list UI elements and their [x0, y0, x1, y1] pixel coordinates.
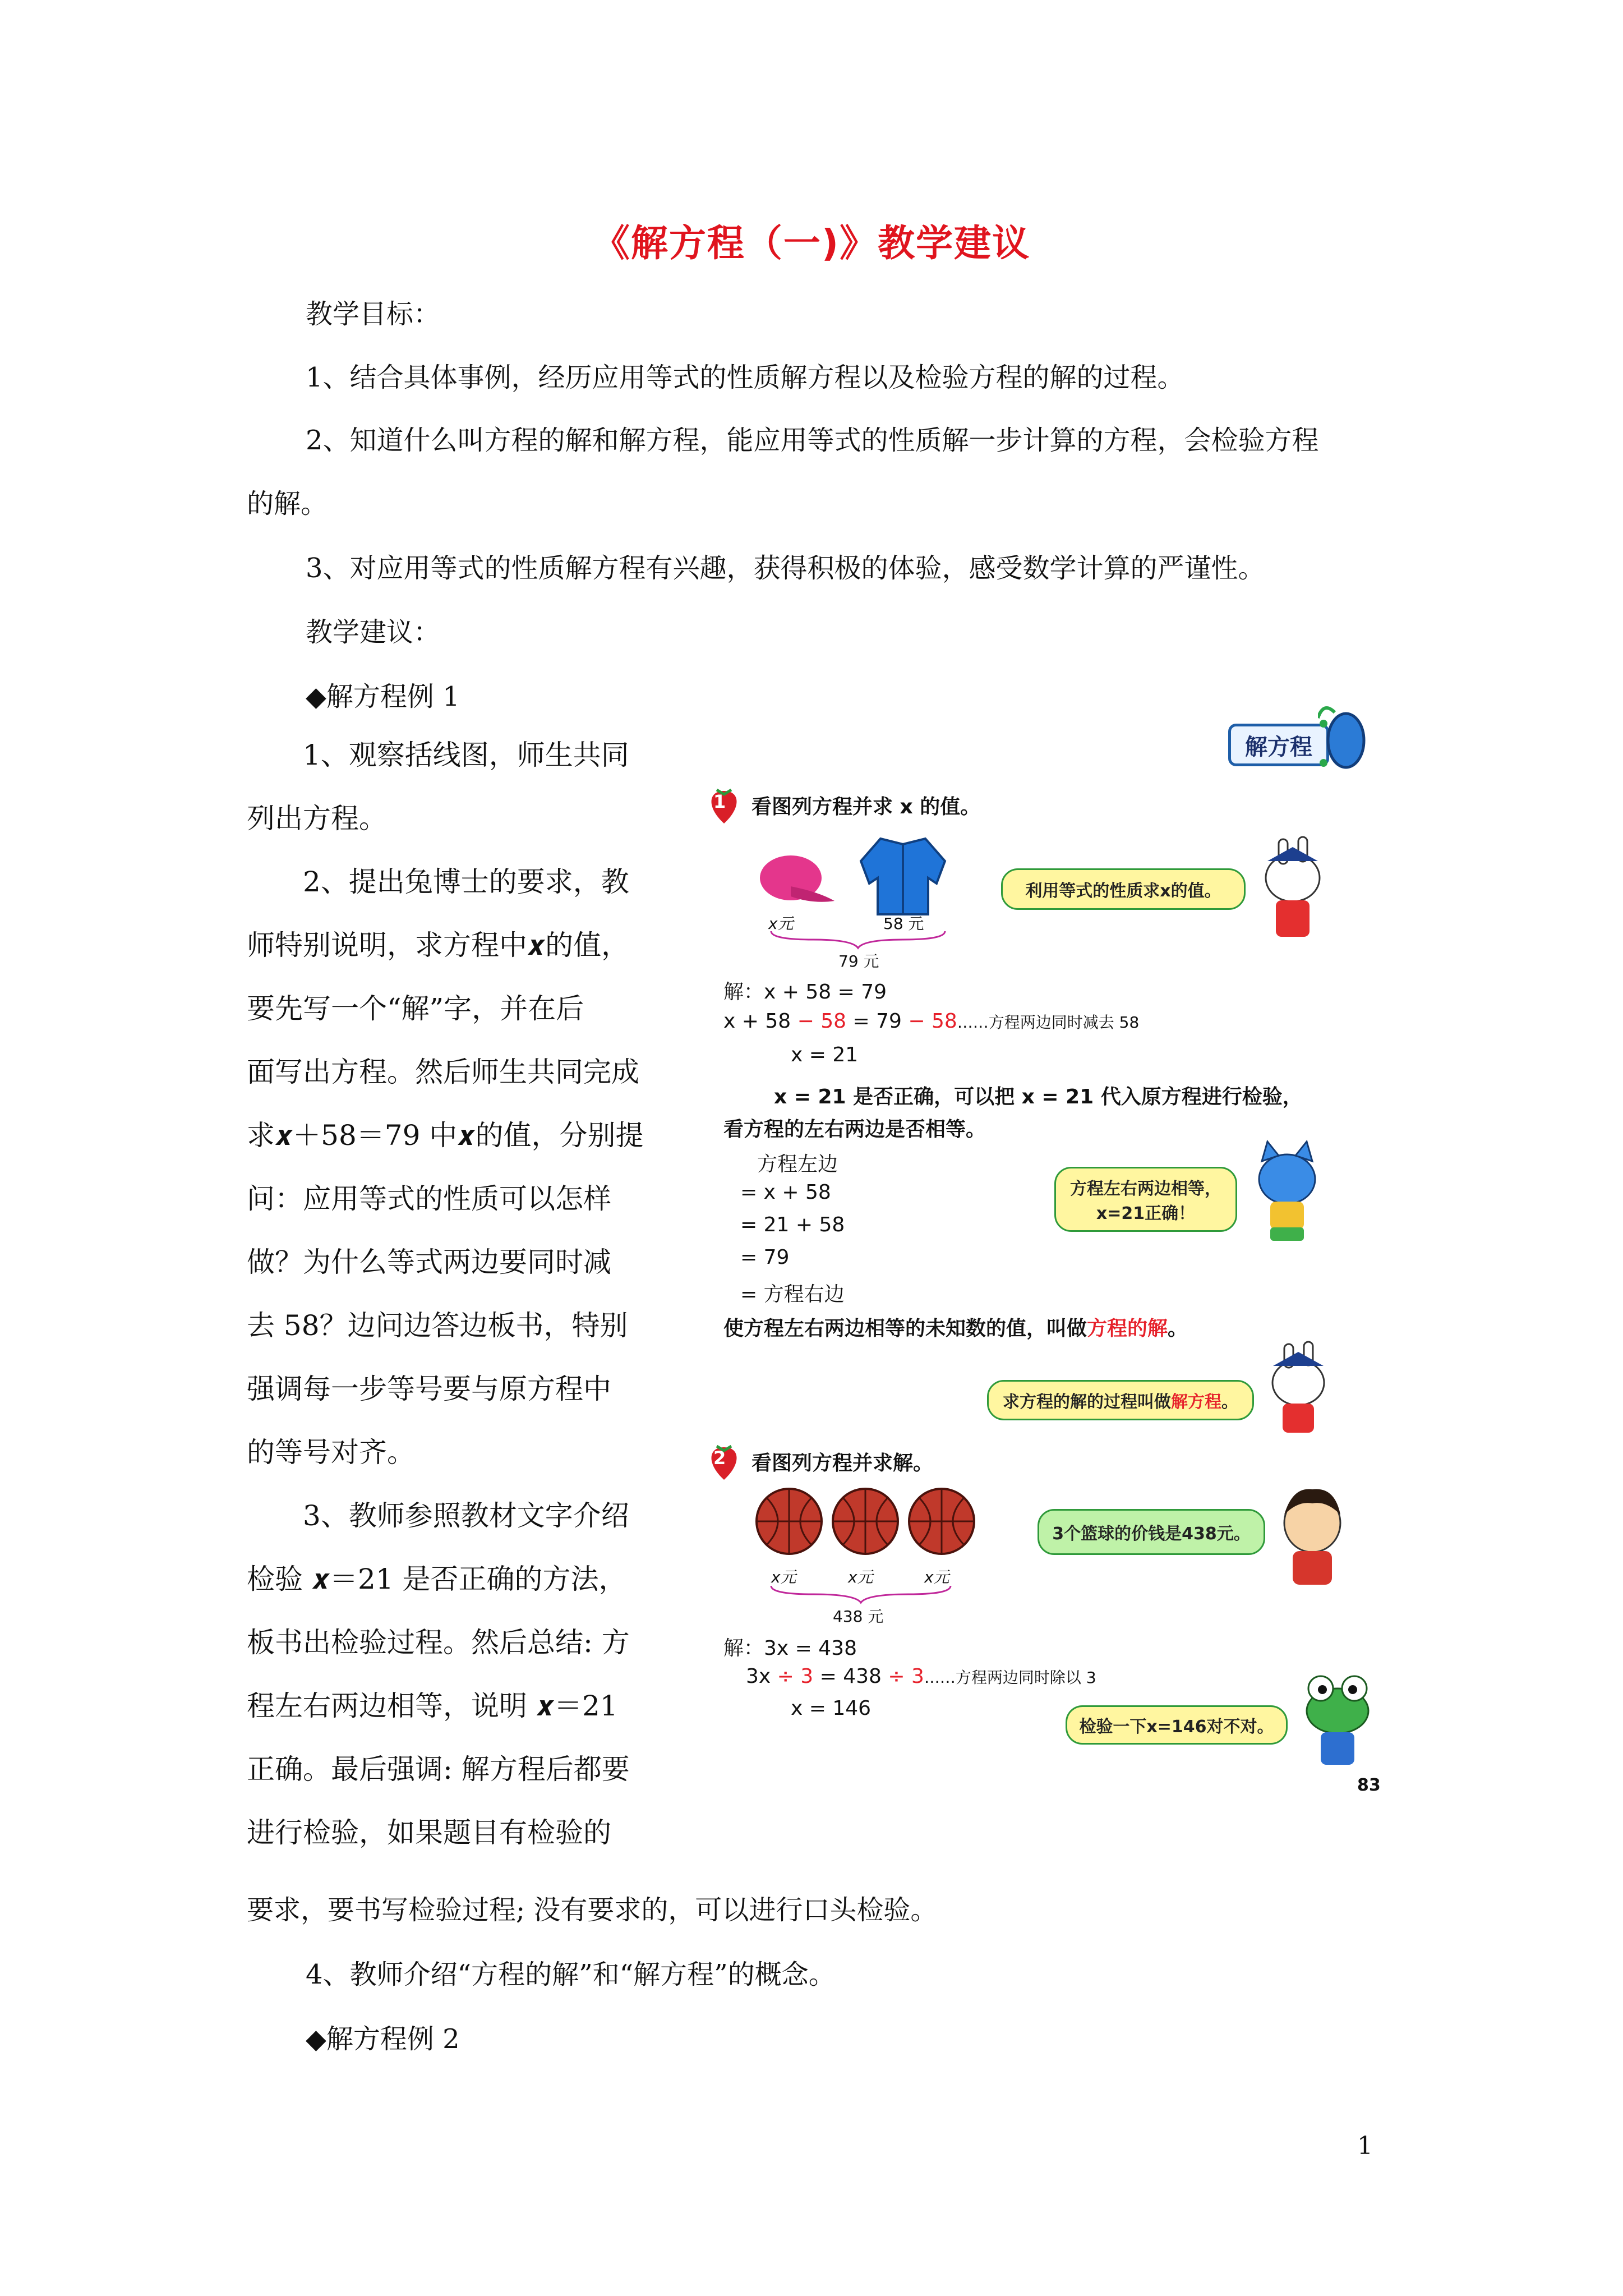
- left-line: 要先写一个“解”字，并在后: [247, 992, 584, 1025]
- check-text-1: x = 21 是否正确，可以把 x = 21 代入原方程进行检验，: [774, 1085, 1303, 1108]
- section-tag: 解方程: [1228, 724, 1329, 766]
- bubble-text: 求方程的解的过程叫做: [1003, 1392, 1171, 1412]
- lhs-step-1: = x + 58: [740, 1181, 831, 1204]
- paragraph-after-figure: 要求，要书写检验过程; 没有要求的，可以进行口头检验。: [247, 1894, 938, 1926]
- brace-icon: [768, 1583, 953, 1605]
- eq-part: x + 58: [723, 1010, 791, 1033]
- ball-price-label: x元: [924, 1568, 949, 1586]
- mouse-icon: [1318, 701, 1380, 774]
- cap-icon: [757, 847, 836, 909]
- eq-part-red: − 58: [901, 1010, 957, 1033]
- speech-bubble-4: 3个篮球的价钱是438元。: [1038, 1509, 1265, 1555]
- objective-3: 3、对应用等式的性质解方程有兴趣，获得积极的体验，感受数学计算的严谨性。: [306, 553, 1265, 584]
- jacket-price-label: 58 元: [883, 914, 924, 933]
- left-line: 检验 𝒙＝21 是否正确的方法，: [247, 1563, 627, 1595]
- boy-icon: [1270, 1481, 1354, 1588]
- eq-note: ……方程两边同时减去 58: [957, 1013, 1140, 1032]
- def-term: 方程的解: [1087, 1317, 1168, 1340]
- check-text-2: 看方程的左右两边是否相等。: [723, 1118, 986, 1141]
- left-line: 的等号对齐。: [247, 1436, 415, 1469]
- left-line: 问：应用等式的性质可以怎样: [247, 1182, 611, 1215]
- cat-icon: [1245, 1139, 1329, 1245]
- left-line: 师特别说明，求方程中𝒙的值，: [247, 929, 630, 961]
- lhs-step-4: = 方程右边: [740, 1283, 845, 1306]
- q2-badge-number: 2: [713, 1447, 726, 1469]
- example-1-heading: ◆解方程例 1: [306, 681, 460, 712]
- ball-price-label: x元: [848, 1568, 873, 1586]
- left-line: 正确。最后强调: 解方程后都要: [247, 1753, 630, 1786]
- brace-total: 79 元: [838, 952, 879, 970]
- objectives-heading: 教学目标：: [306, 298, 441, 330]
- left-column-text: [247, 724, 644, 1865]
- solution-2-line-3: x = 146: [791, 1697, 872, 1720]
- ball-price-label: x元: [771, 1568, 796, 1586]
- solution-2-line-2: [746, 1665, 1096, 1688]
- solution-1-line-2: [723, 1010, 1139, 1033]
- eq-part-red: − 58: [791, 1010, 847, 1033]
- frog-icon: [1295, 1666, 1380, 1778]
- lhs-step-3: = 79: [740, 1246, 790, 1269]
- eq-part: = 438: [813, 1665, 882, 1688]
- eq-part-red: ÷ 3: [771, 1665, 814, 1688]
- speech-bubble-2: [1054, 1167, 1237, 1232]
- solution-2-line-1: 解：3x = 438: [723, 1637, 857, 1660]
- lhs-step-2: = 21 + 58: [740, 1213, 845, 1236]
- page-number: 1: [1357, 2132, 1373, 2160]
- speech-bubble-3: [987, 1380, 1254, 1420]
- brace-total-2: 438 元: [833, 1607, 884, 1626]
- paragraph-4: 4、教师介绍“方程的解”和“解方程”的概念。: [306, 1959, 836, 1990]
- left-line: 面写出方程。然后师生共同完成: [247, 1056, 639, 1088]
- suggestions-heading: 教学建议：: [306, 616, 441, 648]
- brace-icon: [768, 928, 948, 951]
- left-line: 2、提出兔博士的要求，教: [247, 866, 629, 898]
- def-text: 使方程左右两边相等的未知数的值，叫做: [723, 1317, 1087, 1340]
- book-page-number: 83: [1357, 1775, 1381, 1795]
- bubble-term: 解方程: [1171, 1392, 1221, 1412]
- q1-prompt: 看图列方程并求 x 的值。: [751, 795, 981, 818]
- bubble-text: 。: [1221, 1392, 1238, 1412]
- jacket-icon: [858, 833, 948, 917]
- left-line: 板书出检验过程。然后总结: 方: [247, 1626, 630, 1659]
- rabbit-doctor-icon: [1259, 1341, 1338, 1436]
- speech-bubble-1: 利用等式的性质求x的值。: [1001, 868, 1246, 910]
- left-line: 1、观察括线图，师生共同: [247, 739, 629, 771]
- objective-1: 1、结合具体事例，经历应用等式的性质解方程以及检验方程的解的过程。: [306, 362, 1184, 393]
- basketballs-icon: [754, 1487, 979, 1559]
- objective-2-cont: 的解。: [247, 488, 328, 519]
- left-line: 求𝒙＋58＝79 中𝒙的值，分别提: [247, 1119, 644, 1152]
- left-line: 去 58？边问边答边板书，特别: [247, 1309, 628, 1342]
- left-line: 进行检验，如果题目有检验的: [247, 1816, 611, 1849]
- rabbit-doctor-icon: [1251, 836, 1335, 942]
- bubble-line: x=21正确！: [1096, 1204, 1196, 1223]
- eq-part-red: ÷ 3: [881, 1665, 924, 1688]
- left-line: 做？为什么等式两边要同时减: [247, 1246, 611, 1278]
- example-2-heading: ◆解方程例 2: [306, 2023, 460, 2055]
- definition-solution: [723, 1313, 1188, 1341]
- left-line: 3、教师参照教材文字介绍: [247, 1499, 629, 1532]
- left-line: 程左右两边相等，说明 𝒙＝21: [247, 1690, 618, 1722]
- page-title: 《解方程（一)》教学建议: [592, 222, 1031, 265]
- solution-1-line-3: x = 21: [791, 1043, 859, 1066]
- eq-note: ……方程两边同时除以 3: [924, 1668, 1096, 1687]
- lhs-heading: 方程左边: [757, 1153, 838, 1176]
- q2-prompt: 看图列方程并求解。: [751, 1452, 934, 1475]
- textbook-figure: [690, 701, 1396, 1801]
- left-line: 列出方程。: [247, 802, 387, 835]
- eq-part: = 79: [846, 1010, 902, 1033]
- objective-2: 2、知道什么叫方程的解和解方程，能应用等式的性质解一步计算的方程，会检验方程: [306, 425, 1319, 456]
- def-text: 。: [1168, 1317, 1188, 1340]
- hat-price-label: x元: [768, 914, 794, 933]
- solution-1-line-1: 解：x + 58 = 79: [723, 981, 887, 1004]
- speech-bubble-5: 检验一下x=146对不对。: [1066, 1705, 1288, 1745]
- left-line: 强调每一步等号要与原方程中: [247, 1373, 611, 1405]
- bubble-line: 方程左右两边相等，: [1070, 1179, 1221, 1199]
- q1-badge-number: 1: [713, 791, 726, 812]
- eq-part: 3x: [746, 1665, 771, 1688]
